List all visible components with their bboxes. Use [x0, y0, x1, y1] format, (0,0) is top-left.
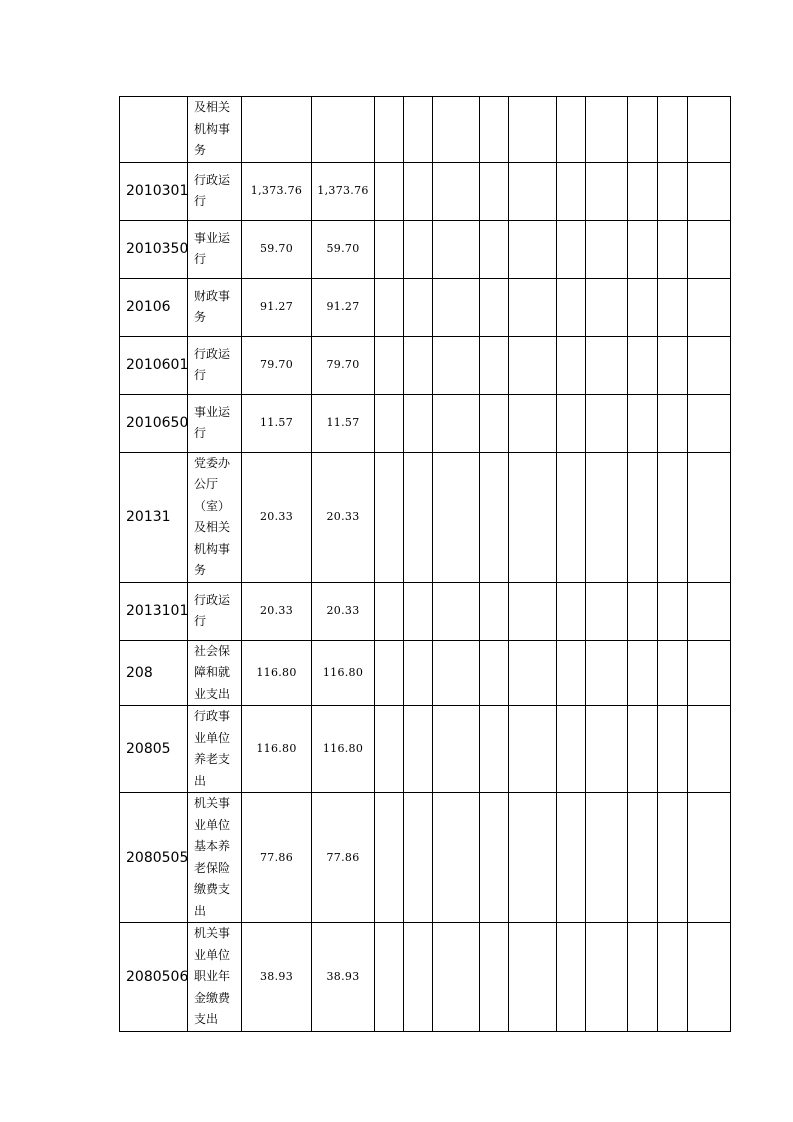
empty-cell [375, 162, 404, 220]
empty-cell [557, 162, 586, 220]
empty-cell [658, 162, 688, 220]
empty-cell [509, 220, 557, 278]
basic-expenditure-cell: 79.70 [312, 336, 375, 394]
empty-cell [586, 97, 628, 163]
empty-cell [688, 97, 731, 163]
table-row [120, 97, 731, 163]
empty-cell [433, 706, 480, 793]
table-row [120, 162, 731, 220]
subject-name-cell: 党委办公厅（室）及相关机构事务 [188, 452, 242, 582]
empty-cell [586, 452, 628, 582]
empty-cell [688, 278, 731, 336]
empty-cell [375, 97, 404, 163]
empty-cell [433, 793, 480, 923]
empty-cell [628, 640, 658, 706]
empty-cell [586, 394, 628, 452]
empty-cell [433, 923, 480, 1032]
table-row [120, 640, 731, 706]
empty-cell [433, 582, 480, 640]
empty-cell [404, 640, 433, 706]
empty-cell [557, 394, 586, 452]
empty-cell [375, 394, 404, 452]
empty-cell [628, 220, 658, 278]
empty-cell [557, 923, 586, 1032]
subject-code-cell: 20131 [120, 452, 188, 582]
basic-expenditure-cell: 77.86 [312, 793, 375, 923]
empty-cell [628, 706, 658, 793]
empty-cell [509, 394, 557, 452]
empty-cell [480, 793, 509, 923]
empty-cell [404, 582, 433, 640]
subject-name-cell: 行政事业单位养老支出 [188, 706, 242, 793]
empty-cell [480, 278, 509, 336]
empty-cell [480, 582, 509, 640]
basic-expenditure-cell: 116.80 [312, 640, 375, 706]
total-amount-cell: 116.80 [242, 706, 312, 793]
basic-expenditure-cell: 116.80 [312, 706, 375, 793]
empty-cell [688, 923, 731, 1032]
empty-cell [557, 582, 586, 640]
empty-cell [628, 582, 658, 640]
subject-code-cell: 2010301 [120, 162, 188, 220]
empty-cell [404, 336, 433, 394]
empty-cell [433, 452, 480, 582]
total-amount-cell: 91.27 [242, 278, 312, 336]
subject-name-cell: 事业运行 [188, 394, 242, 452]
empty-cell [509, 582, 557, 640]
table-row [120, 706, 731, 793]
table-row [120, 278, 731, 336]
empty-cell [375, 640, 404, 706]
empty-cell [480, 452, 509, 582]
empty-cell [480, 706, 509, 793]
total-amount-cell: 116.80 [242, 640, 312, 706]
empty-cell [557, 97, 586, 163]
empty-cell [628, 278, 658, 336]
empty-cell [658, 97, 688, 163]
empty-cell [628, 923, 658, 1032]
empty-cell [509, 640, 557, 706]
empty-cell [433, 640, 480, 706]
empty-cell [658, 394, 688, 452]
empty-cell [480, 97, 509, 163]
empty-cell [586, 220, 628, 278]
empty-cell [688, 640, 731, 706]
total-amount-cell: 59.70 [242, 220, 312, 278]
empty-cell [433, 336, 480, 394]
empty-cell [658, 923, 688, 1032]
empty-cell [404, 793, 433, 923]
subject-name-cell: 机关事业单位基本养老保险缴费支出 [188, 793, 242, 923]
empty-cell [433, 278, 480, 336]
empty-cell [480, 336, 509, 394]
basic-expenditure-cell: 1,373.76 [312, 162, 375, 220]
empty-cell [404, 394, 433, 452]
empty-cell [658, 336, 688, 394]
total-amount-cell [242, 97, 312, 163]
basic-expenditure-cell: 59.70 [312, 220, 375, 278]
empty-cell [404, 452, 433, 582]
empty-cell [658, 706, 688, 793]
empty-cell [628, 97, 658, 163]
empty-cell [628, 336, 658, 394]
empty-cell [404, 162, 433, 220]
subject-name-cell: 社会保障和就业支出 [188, 640, 242, 706]
empty-cell [586, 706, 628, 793]
empty-cell [586, 582, 628, 640]
subject-name-cell: 行政运行 [188, 582, 242, 640]
empty-cell [586, 640, 628, 706]
empty-cell [658, 582, 688, 640]
total-amount-cell: 79.70 [242, 336, 312, 394]
total-amount-cell: 1,373.76 [242, 162, 312, 220]
empty-cell [557, 452, 586, 582]
empty-cell [404, 97, 433, 163]
empty-cell [628, 793, 658, 923]
empty-cell [688, 582, 731, 640]
empty-cell [375, 278, 404, 336]
table-row [120, 582, 731, 640]
empty-cell [404, 923, 433, 1032]
empty-cell [557, 278, 586, 336]
total-amount-cell: 38.93 [242, 923, 312, 1032]
empty-cell [375, 582, 404, 640]
table-row [120, 394, 731, 452]
empty-cell [688, 706, 731, 793]
empty-cell [433, 220, 480, 278]
empty-cell [480, 162, 509, 220]
empty-cell [688, 394, 731, 452]
empty-cell [509, 278, 557, 336]
subject-code-cell: 2010650 [120, 394, 188, 452]
empty-cell [557, 706, 586, 793]
empty-cell [658, 452, 688, 582]
empty-cell [433, 162, 480, 220]
empty-cell [557, 640, 586, 706]
table-row [120, 336, 731, 394]
subject-name-cell: 机关事业单位职业年金缴费支出 [188, 923, 242, 1032]
empty-cell [557, 336, 586, 394]
empty-cell [433, 97, 480, 163]
empty-cell [586, 162, 628, 220]
subject-code-cell: 2080506 [120, 923, 188, 1032]
empty-cell [658, 793, 688, 923]
basic-expenditure-cell: 91.27 [312, 278, 375, 336]
subject-name-cell: 及相关机构事务 [188, 97, 242, 163]
subject-name-cell: 财政事务 [188, 278, 242, 336]
empty-cell [509, 336, 557, 394]
total-amount-cell: 11.57 [242, 394, 312, 452]
subject-name-cell: 行政运行 [188, 162, 242, 220]
empty-cell [586, 793, 628, 923]
subject-code-cell: 208 [120, 640, 188, 706]
basic-expenditure-cell [312, 97, 375, 163]
empty-cell [509, 706, 557, 793]
subject-code-cell: 20106 [120, 278, 188, 336]
basic-expenditure-cell: 20.33 [312, 452, 375, 582]
empty-cell [404, 278, 433, 336]
table-row [120, 793, 731, 923]
table-row [120, 452, 731, 582]
empty-cell [509, 162, 557, 220]
empty-cell [480, 923, 509, 1032]
total-amount-cell: 77.86 [242, 793, 312, 923]
empty-cell [509, 97, 557, 163]
empty-cell [628, 394, 658, 452]
empty-cell [480, 640, 509, 706]
empty-cell [375, 336, 404, 394]
empty-cell [404, 706, 433, 793]
empty-cell [557, 793, 586, 923]
empty-cell [586, 923, 628, 1032]
empty-cell [628, 162, 658, 220]
empty-cell [375, 706, 404, 793]
empty-cell [658, 220, 688, 278]
table-body [120, 97, 731, 1032]
empty-cell [688, 162, 731, 220]
subject-code-cell: 2010601 [120, 336, 188, 394]
total-amount-cell: 20.33 [242, 452, 312, 582]
empty-cell [688, 336, 731, 394]
empty-cell [509, 452, 557, 582]
table-row [120, 923, 731, 1032]
empty-cell [433, 394, 480, 452]
table-row [120, 220, 731, 278]
empty-cell [404, 220, 433, 278]
empty-cell [509, 923, 557, 1032]
empty-cell [688, 220, 731, 278]
empty-cell [375, 220, 404, 278]
subject-code-cell [120, 97, 188, 163]
empty-cell [688, 452, 731, 582]
basic-expenditure-cell: 38.93 [312, 923, 375, 1032]
empty-cell [375, 793, 404, 923]
subject-name-cell: 事业运行 [188, 220, 242, 278]
empty-cell [628, 452, 658, 582]
empty-cell [480, 394, 509, 452]
empty-cell [480, 220, 509, 278]
empty-cell [586, 336, 628, 394]
total-amount-cell: 20.33 [242, 582, 312, 640]
empty-cell [658, 278, 688, 336]
subject-code-cell: 2013101 [120, 582, 188, 640]
subject-code-cell: 20805 [120, 706, 188, 793]
subject-name-cell: 行政运行 [188, 336, 242, 394]
empty-cell [586, 278, 628, 336]
empty-cell [658, 640, 688, 706]
basic-expenditure-cell: 11.57 [312, 394, 375, 452]
subject-code-cell: 2080505 [120, 793, 188, 923]
budget-table [119, 96, 731, 1032]
empty-cell [509, 793, 557, 923]
empty-cell [375, 923, 404, 1032]
empty-cell [375, 452, 404, 582]
empty-cell [557, 220, 586, 278]
basic-expenditure-cell: 20.33 [312, 582, 375, 640]
empty-cell [688, 793, 731, 923]
subject-code-cell: 2010350 [120, 220, 188, 278]
